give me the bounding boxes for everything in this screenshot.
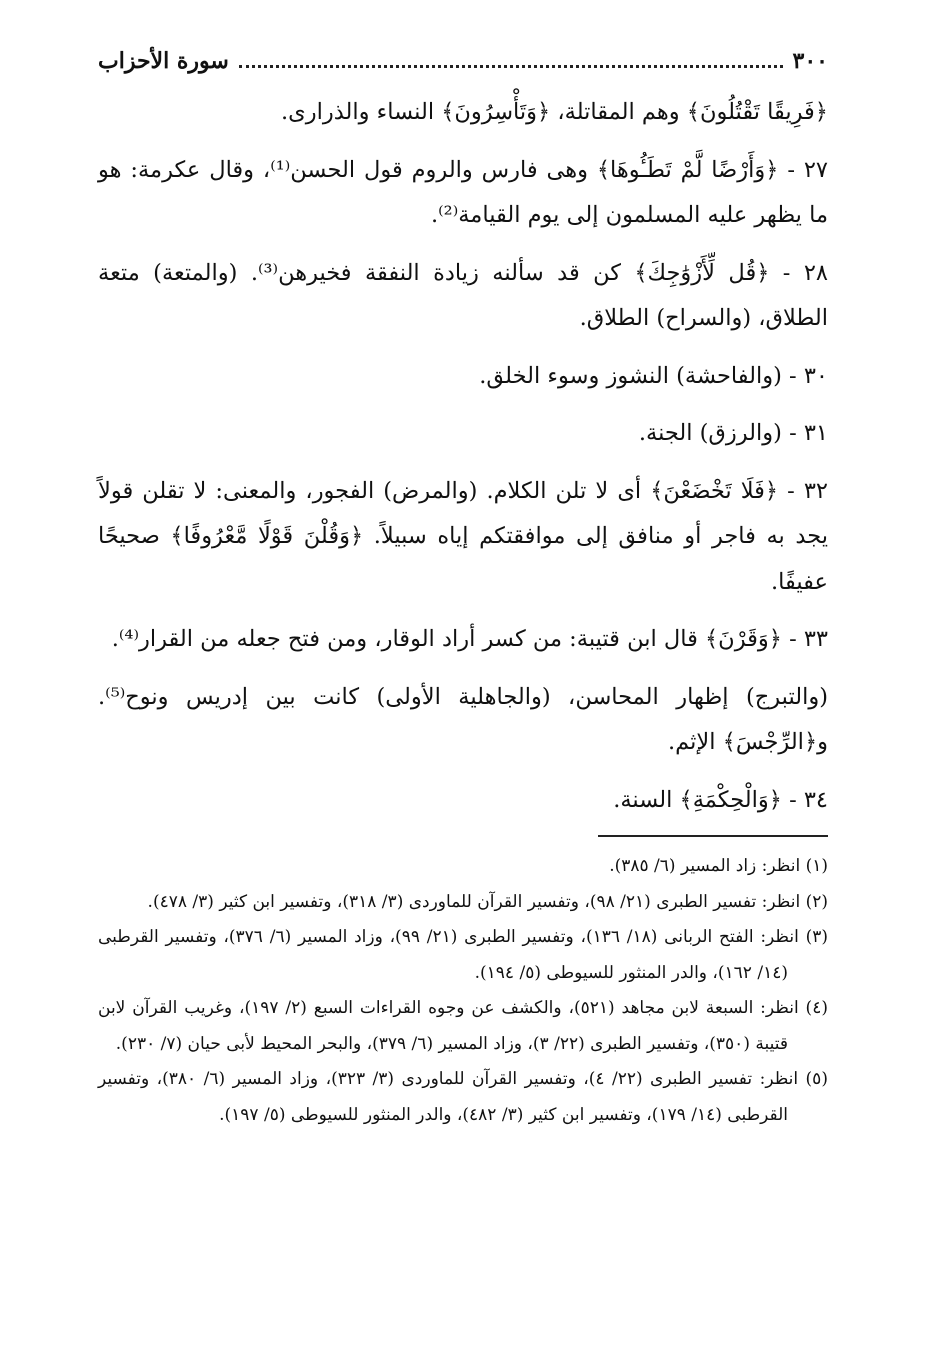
paragraph: ٣٣ - ﴿وَقَرْنَ﴾ قال ابن قتيبة: من كسر أراد الوقار، ومن فتح جعله من القرار⁽⁴⁾. [111, 626, 828, 652]
paragraph: ٣١ - (والرزق) الجنة. [638, 420, 828, 446]
paragraph: ﴿فَرِيقًا تَقْتُلُونَ﴾ وهم المقاتلة، ﴿وَتَأْسِرُونَ﴾ النساء والذرارى. [280, 99, 828, 125]
surah-title: سورة الأحزاب [98, 48, 229, 74]
paragraph: ٣٤ - ﴿وَالْحِكْمَةِ﴾ السنة. [613, 786, 828, 813]
footnote: (٢) انظر: تفسير الطبرى (٢١/ ٩٨)، وتفسير القرآن للماوردى (٣/ ٣١٨)، وتفسير ابن كثير (٣/ ٤٧٨). [147, 891, 828, 912]
footnote-separator [598, 835, 828, 837]
paragraph: ٢٧ - ﴿وَأَرْضًا لَّمْ تَطَـُٔوهَا﴾ وهى فارس والروم قول الحسن⁽¹⁾، وقال عكرمة: هو ما يظهر عليه المسلمون إلى يوم القيامة⁽²⁾. [98, 156, 828, 228]
paragraph: ٣٢ - ﴿فَلَا تَخْضَعْنَ﴾ أى لا تلن الكلام. (والمرض) الفجور، والمعنى: لا تقلن قولاً يجد به فاجر أو منافق إلى موافقتكم إياه سبيلاً. ﴿وَقُلْنَ قَوْلًا مَّعْرُوفًا﴾ صحيحًا عفيفًا. [98, 477, 828, 595]
page-number: ٣٠٠ [792, 48, 828, 74]
paragraph: (والتبرج) إظهار المحاسن، (والجاهلية الأولى) كانت بين إدريس ونوح⁽⁵⁾. و﴿الرِّجْسَ﴾ الإثم. [98, 683, 828, 755]
paragraph: ٢٨ - ﴿قُل لِّأَزْوَٰجِكَ﴾ كن قد سألنه زيادة النفقة فخيرهن⁽³⁾. (والمتعة) متعة الطلاق، (والسراح) الطلاق. [98, 259, 828, 331]
book-page [98, 38, 828, 1133]
running-header [98, 38, 828, 84]
footnote: (٤) انظر: السبعة لابن مجاهد (٥٢١)، والكشف عن وجوه القراءات السبع (٢/ ١٩٧)، وغريب القرآن لابن قتيبة (٣٥٠)، وتفسير الطبرى (٢٢/ ٣)، وزاد المسير (٦/ ٣٧٩)، والبحر المحيط لأبى حيان (٧/ ٢٣٠). [98, 998, 828, 1054]
footnote: (١) انظر: زاد المسير (٦/ ٣٨٥). [609, 856, 828, 876]
footnote: (٥) انظر: تفسير الطبرى (٢٢/ ٤)، وتفسير القرآن للماوردى (٣/ ٣٢٣)، وزاد المسير (٦/ ٣٨٠)، وتفسير القرطبى (١٤/ ١٧٩)، وتفسير ابن كثير (٣/ ٤٨٢)، والدر المنثور للسيوطى (٥/ ١٩٧). [98, 1069, 828, 1125]
header-leader-dots [239, 55, 783, 68]
footnotes [98, 849, 828, 1133]
main-text [98, 90, 828, 823]
footnote: (٣) انظر: الفتح الربانى (١٨/ ١٣٦)، وتفسير الطبرى (٢١/ ٩٩)، وزاد المسير (٦/ ٣٧٦)، وتفسير القرطبى (١٤/ ١٦٢)، والدر المنثور للسيوطى (٥/ ١٩٤). [98, 927, 828, 983]
paragraph: ٣٠ - (والفاحشة) النشوز وسوء الخلق. [479, 362, 828, 389]
